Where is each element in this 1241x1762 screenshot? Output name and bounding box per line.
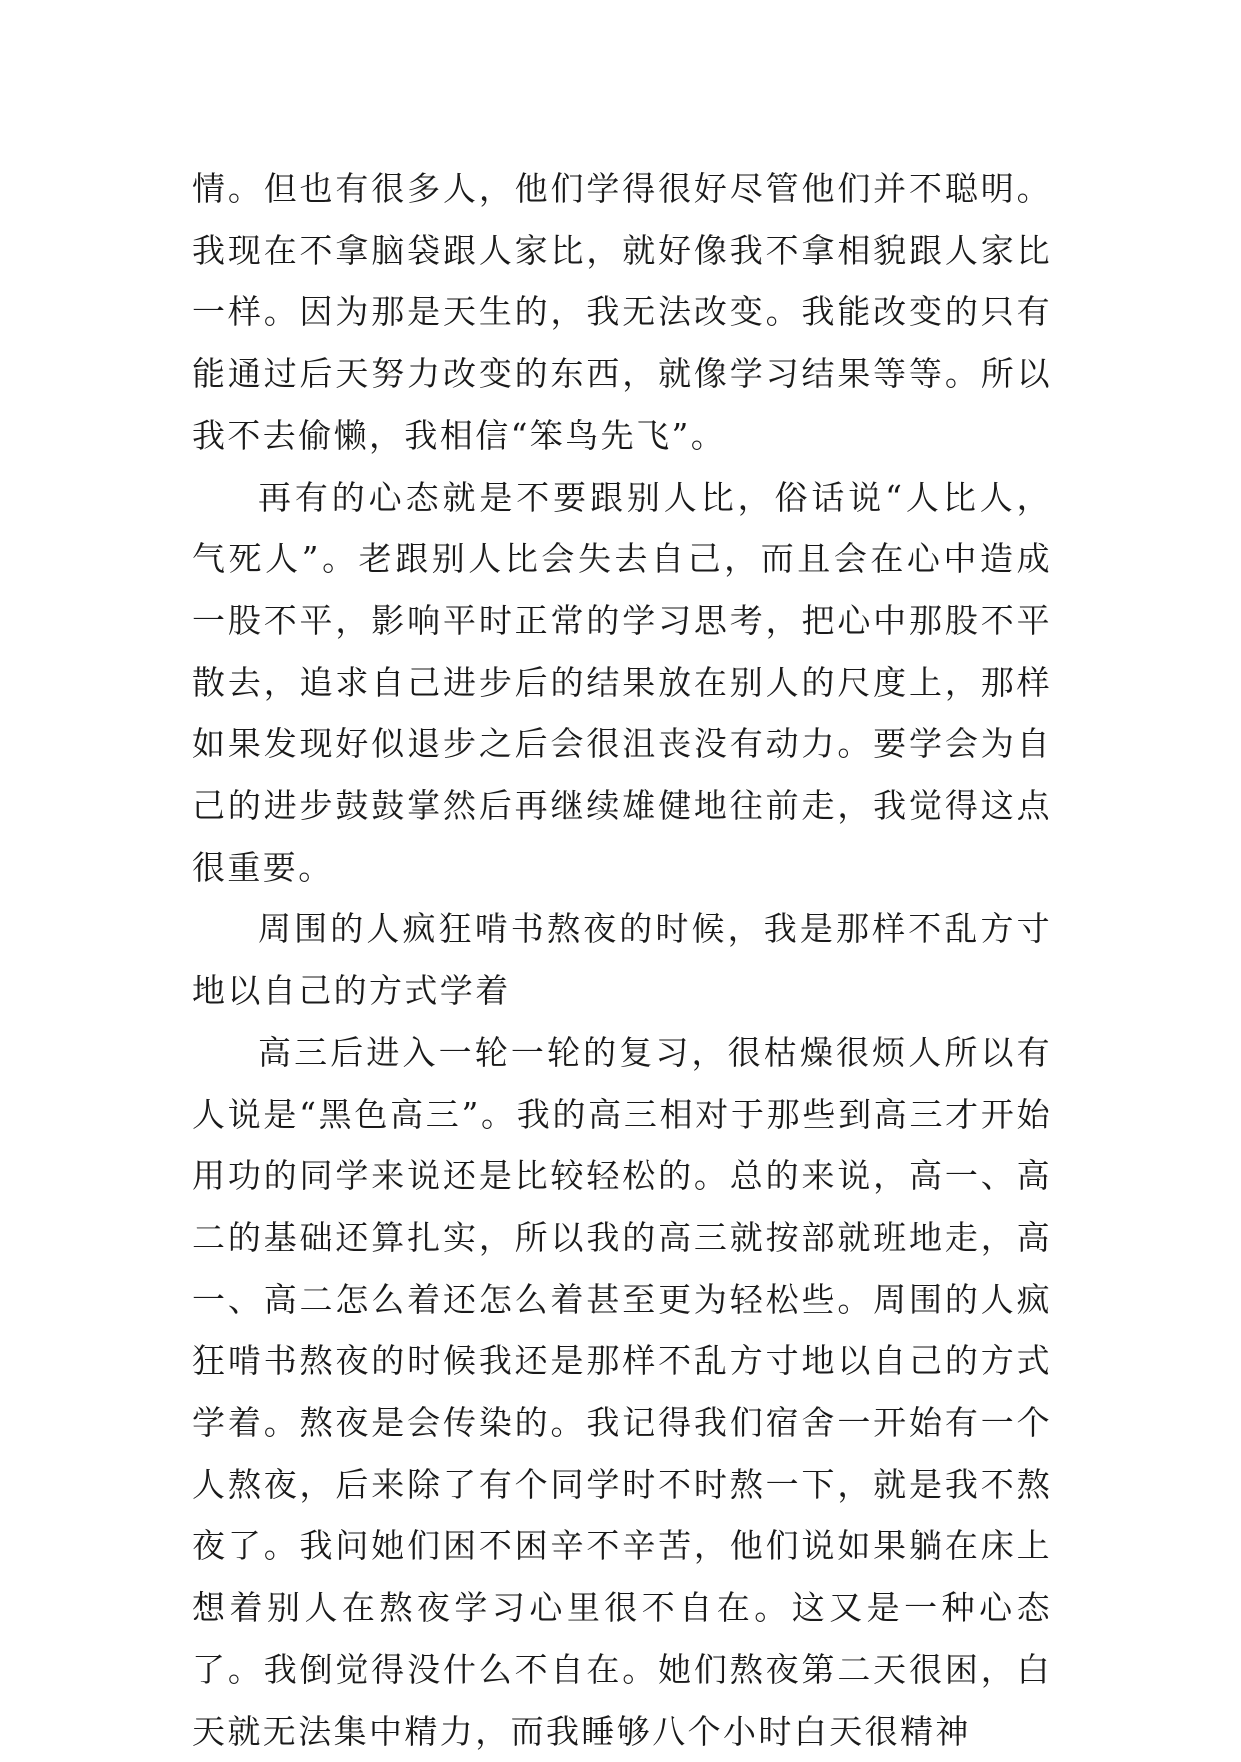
paragraph-4: 高三后进入一轮一轮的复习，很枯燥很烦人所以有人说是“黑色高三”。我的高三相对于那些到高三才开始用功的同学来说还是比较轻松的。总的来说，高一、高二的基础还算扎实，所以我的高三就按部就班地走，高一、高二怎么着还怎么着甚至更为轻松些。周围的人疯狂啃书熬夜的时候我还是那样不乱方寸地以自己的方式学着。熬夜是会传染的。我记得我们宿舍一开始有一个人熬夜，后来除了有个同学时不时熬一下，就是我不熬夜了。我问她们困不困辛不辛苦，他们说如果躺在床上想着别人在熬夜学习心里很不自在。这又是一种心态了。我倒觉得没什么不自在。她们熬夜第二天很困，白天就无法集中精力，而我睡够八个小时白天很精神: [192, 1032, 1052, 1751]
paragraph-2: 再有的心态就是不要跟别人比，俗话说“人比人，气死人”。老跟别人比会失去自己，而且会在心中造成一股不平，影响平时正常的学习思考，把心中那股不平散去，追求自己进步后的结果放在别人的尺度上，那样如果发现好似退步之后会很沮丧没有动力。要学会为自己的进步鼓鼓掌然后再继续雄健地往前走，我觉得这点很重要。: [192, 477, 1052, 887]
paragraph-1: 情。但也有很多人，他们学得很好尽管他们并不聪明。我现在不拿脑袋跟人家比，就好像我不拿相貌跟人家比一样。因为那是天生的，我无法改变。我能改变的只有能通过后天努力改变的东西，就像学习结果等等。所以我不去偷懒，我相信“笨鸟先飞”。: [192, 169, 1052, 455]
body-text: [192, 158, 1052, 1762]
paragraph-3-heading: 周围的人疯狂啃书熬夜的时候，我是那样不乱方寸地以自己的方式学着: [192, 909, 1052, 1011]
